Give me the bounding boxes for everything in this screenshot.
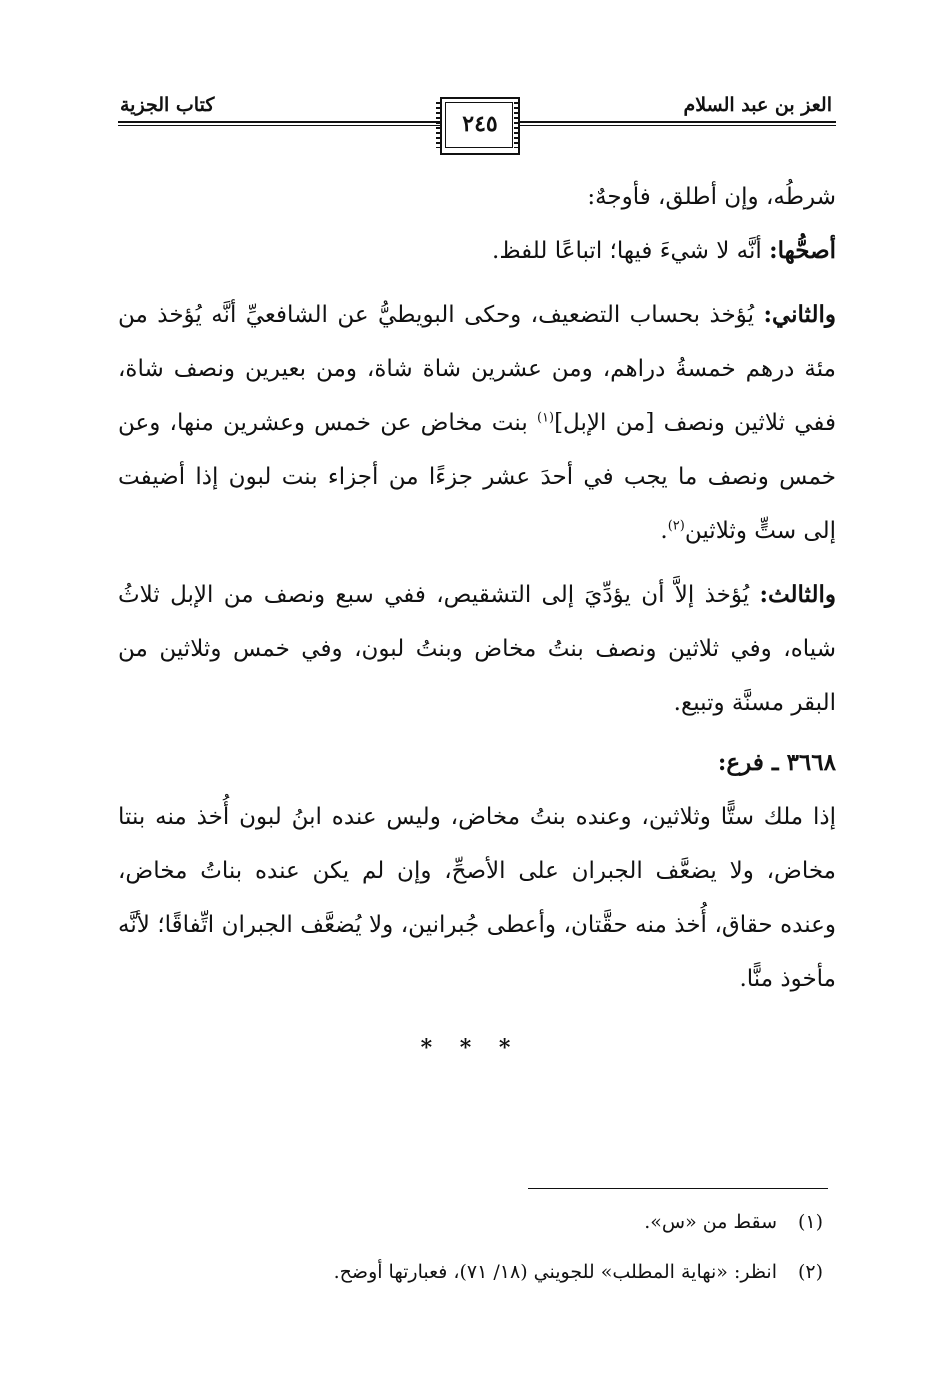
opinion-label-second: والثاني: — [763, 301, 836, 328]
section-separator-stars: * * * — [420, 1035, 521, 1061]
paragraph-first-opinion — [118, 224, 836, 278]
running-header-author: العز بن عبد السلام — [683, 94, 832, 116]
opinion-text-first: أنَّه لا شيءَ فيها؛ اتباعًا للفظ. — [492, 238, 770, 264]
page-number-frame — [440, 97, 520, 155]
main-text — [118, 170, 836, 1006]
footnote-ref-2[interactable]: (٢) — [667, 518, 685, 534]
opinion-label-third: والثالث: — [759, 581, 836, 608]
footnote-rule — [528, 1188, 828, 1189]
paragraph-third-opinion — [118, 568, 836, 730]
footnote-ref-1[interactable]: (١) — [536, 410, 555, 426]
footnote-2-text: انظر: «نهاية المطلب» للجويني (١٨/ ٧١)، فعبارتها أوضح. — [333, 1261, 777, 1283]
header-rule-left-thin — [118, 125, 440, 126]
paragraph-branch: إذا ملك ستًّا وثلاثين، وعنده بنتُ مخاض، وليس عنده ابنُ لبون أُخذ منه بنتا مخاض، ولا يضعَّف الجبران على الأصحِّ، وإن لم يكن عنده بناتُ مخاض، وعنده حقاق، أُخذ منه حقَّتان، وأعطى جُبرانين، ولا يُضعَّف الجبران اتِّفاقًا؛ لأنَّه مأخوذ منًّا. — [118, 804, 836, 992]
footnote-2 — [123, 1258, 823, 1286]
branch-heading: ٣٦٦٨ ـ فرع: — [717, 749, 836, 776]
opinion-text-second-b: بنت مخاض عن خمس وعشرين منها، وعن خمس ونصف ما يجب في أحدَ عشر جزءًا من أجزاء بنت لبون إذا أضيفت إلى ستٍّ وثلاثين — [118, 410, 836, 544]
header-rule-right-thin — [520, 125, 836, 126]
footnote-1-text: سقط من «س». — [644, 1211, 777, 1233]
footnote-1-number: (١) — [797, 1211, 823, 1233]
opinion-text-second-c: . — [660, 518, 668, 544]
paragraph-intro: شرطُه، وإن أطلق، فأوجهٌ: — [587, 184, 836, 210]
footnote-2-number: (٢) — [797, 1261, 823, 1283]
opinion-text-third: يُؤخذ إلاَّ أن يؤدِّيَ إلى التشقيص، ففي سبع ونصف من الإبل ثلاثُ شياه، وفي ثلاثين ونصف بنتُ مخاض وبنتُ لبون، وفي خمس وثلاثين من البقر مسنَّة وتبيع. — [118, 582, 836, 716]
header-rule-right — [520, 121, 836, 123]
footnote-1 — [123, 1208, 823, 1236]
paragraph-second-opinion — [118, 288, 836, 558]
page-number: ٢٤٥ — [462, 111, 498, 137]
opinion-text-second-a: يُؤخذ بحساب التضعيف، وحكى البويطيُّ عن الشافعيِّ أنَّه يُؤخذ من مئة درهم خمسةُ دراهم، ومن عشرين شاة شاة، ومن بعيرين ونصف شاة، ففي ثلاثين ونصف [من الإبل] — [118, 302, 837, 436]
running-header-section: كتاب الجزية — [120, 94, 215, 116]
header-rule-left — [118, 121, 440, 123]
opinion-label-first: أصحُّها: — [769, 237, 836, 264]
